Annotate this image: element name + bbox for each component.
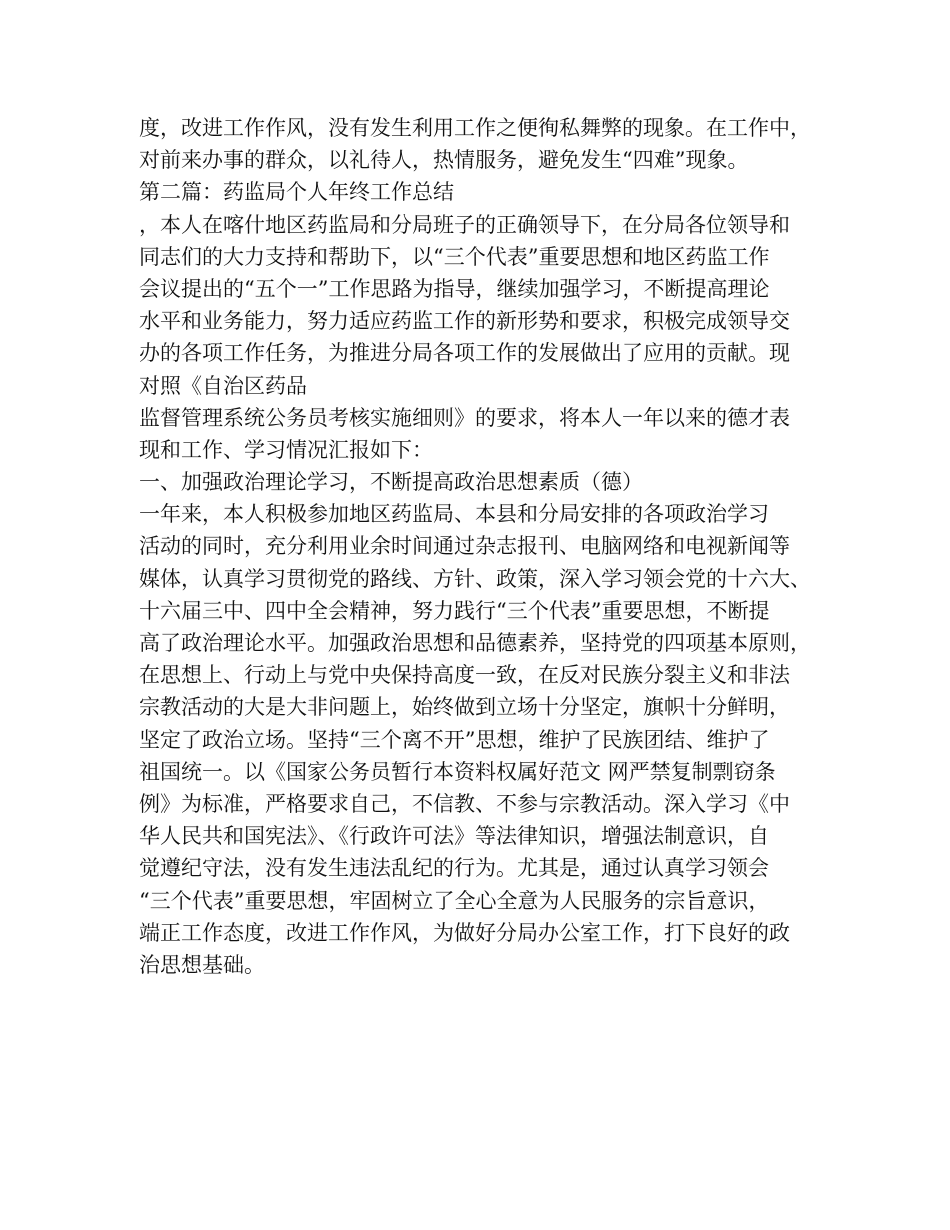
text-line: 十六届三中、四中全会精神，努力践行“三个代表”重要思想，不断提: [139, 598, 770, 623]
text-line: 在思想上、行动上与党中央保持高度一致，在反对民族分裂主义和非法: [139, 663, 790, 688]
document-body: [139, 112, 839, 981]
text-line: 监督管理系统公务员考核实施细则》的要求，将本人一年以来的德才表: [139, 405, 790, 430]
text-line: 祖国统一。以《国家公务员暂行本资料权属好范文 网严禁复制剽窃条: [139, 759, 776, 784]
text-line: 现和工作、学习情况汇报如下：: [139, 437, 433, 462]
text-line: 水平和业务能力，努力适应药监工作的新形势和要求，积极完成领导交: [139, 309, 790, 334]
text-line: 端正工作态度，改进工作作风，为做好分局办公室工作，打下良好的政: [139, 920, 790, 945]
section-heading: 第二篇：药监局个人年终工作总结: [139, 180, 454, 205]
text-line: 对前来办事的群众，以礼待人，热情服务，避免发生“四难”现象。: [139, 148, 749, 173]
text-line: 一年来，本人积极参加地区药监局、本县和分局安排的各项政治学习: [139, 502, 769, 527]
text-line: “三个代表”重要思想，牢固树立了全心全意为人民服务的宗旨意识，: [139, 888, 770, 913]
text-line: 宗教活动的大是大非问题上，始终做到立场十分坚定，旗帜十分鲜明，: [139, 695, 790, 720]
text-line: 媒体，认真学习贯彻党的路线、方针、政策，深入学习领会党的十六大、: [139, 566, 811, 591]
text-line: 华人民共和国宪法》、《行政许可法》等法律知识，增强法制意识，自: [139, 824, 769, 849]
subsection-heading: 一、加强政治理论学习，不断提高政治思想素质（德）: [139, 470, 643, 495]
text-line: 高了政治理论水平。加强政治思想和品德素养，坚持党的四项基本原则，: [139, 631, 811, 655]
text-line: 治思想基础。: [139, 952, 265, 977]
text-line: 例》为标准，严格要求自己，不信教、不参与宗教活动。深入学习《中: [139, 791, 790, 816]
text-line: ，本人在喀什地区药监局和分局班子的正确领导下，在分局各位领导和: [139, 212, 790, 237]
text-line: 对照《自治区药品: [139, 373, 307, 398]
text-line: 坚定了政治立场。坚持“三个离不开”思想，维护了民族团结、维护了: [139, 727, 770, 752]
text-line: 活动的同时，充分利用业余时间通过杂志报刊、电脑网络和电视新闻等: [139, 534, 790, 559]
text-line: 度，改进工作作风，没有发生利用工作之便徇私舞弊的现象。在工作中，: [139, 116, 811, 140]
text-line: 同志们的大力支持和帮助下，以“三个代表”重要思想和地区药监工作: [139, 244, 770, 269]
text-line: 觉遵纪守法，没有发生违法乱纪的行为。尤其是，通过认真学习领会: [139, 856, 769, 881]
text-line: 会议提出的“五个一”工作思路为指导，继续加强学习，不断提高理论: [139, 276, 770, 301]
text-line: 办的各项工作任务，为推进分局各项工作的发展做出了应用的贡献。现: [139, 341, 790, 366]
